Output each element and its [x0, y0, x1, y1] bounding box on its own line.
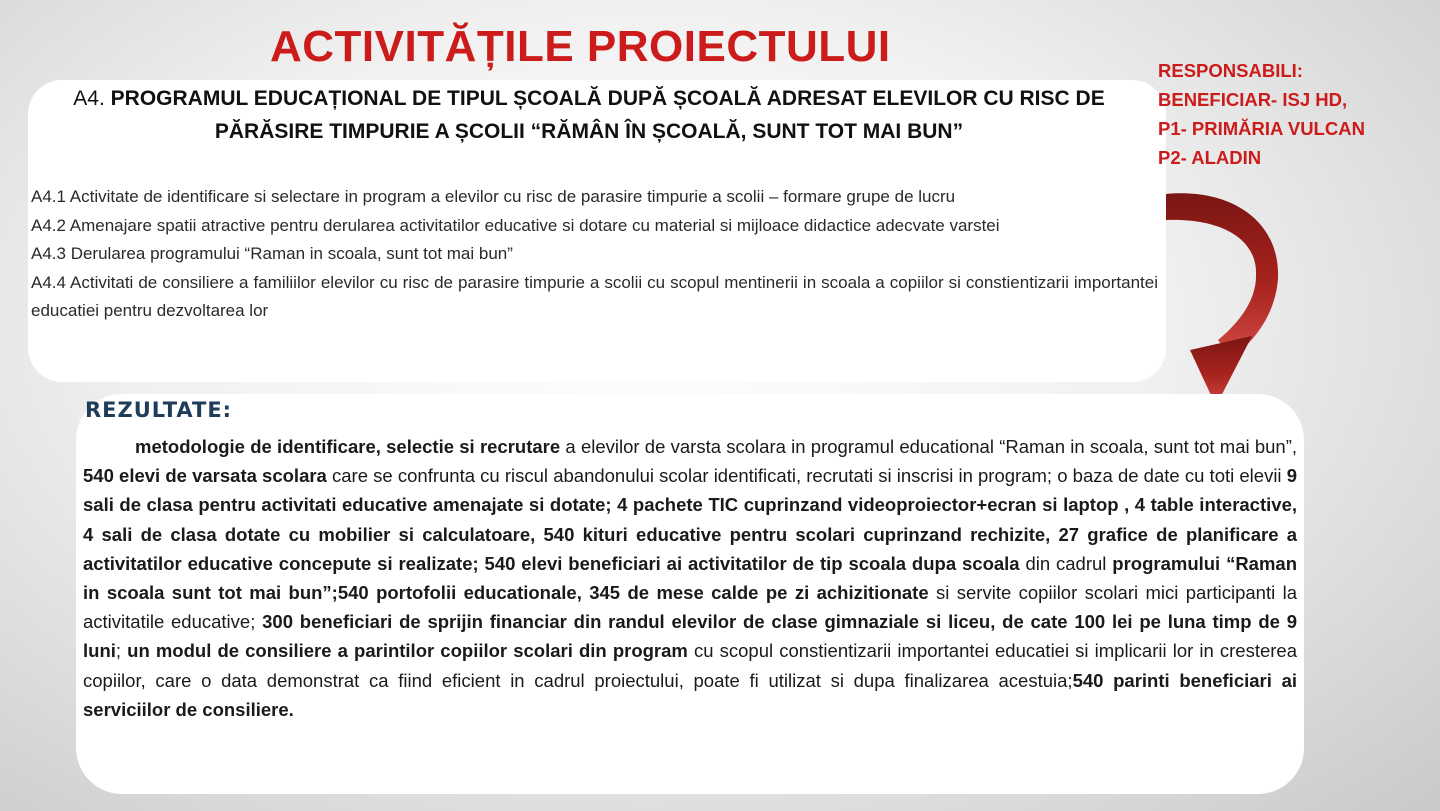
responsabili-line: P2- ALADIN: [1158, 147, 1262, 168]
activity-item: A4.4 Activitati de consiliere a familiilor elevilor cu risc de parasire timpurie a scolii cu scopul mentinerii in scoala a copiilor si constientizarii importantei educatiei pentru dezvoltarea lor: [31, 272, 1158, 320]
results-segment: 540 elevi de varsata scolara: [83, 465, 327, 487]
activity-item: A4.1 Activitate de identificare si selectare in program a elevilor cu risc de parasire timpurie a scolii – formare grupe de lucru: [31, 187, 956, 206]
results-label: REZULTATE:: [85, 398, 233, 422]
responsabili-label: RESPONSABILI:: [1158, 60, 1303, 81]
responsabili-line: BENEFICIAR- ISJ HD,: [1158, 89, 1348, 110]
activity-code: A4.: [73, 87, 105, 110]
results-segment: un modul de consiliere a parintilor copiilor scolari din program: [127, 640, 688, 662]
results-segment: care se confrunta cu riscul abandonului scolar identificati, recrutati si inscrisi in program; o baza de date cu toti elevii: [326, 465, 1287, 487]
activity-item: A4.2 Amenajare spatii atractive pentru derularea activitatilor educative si dotare cu material si mijloace didactice adecvate varstei: [31, 215, 1000, 235]
results-segment: ;: [115, 640, 128, 662]
results-text: [83, 432, 1297, 724]
results-segment: cu scopul constientizarii importantei educatiei si implicarii lor in cresterea copiilor, care o data demonstrat ca fiind eficient in cadrul proiectului, poate fi utilizat si dupa finalizarea acestuia;: [83, 640, 1297, 691]
slide-title: ACTIVITĂȚILE PROIECTULUI: [270, 22, 891, 71]
activity-heading: [28, 82, 1150, 148]
results-segment: programului “Raman in scoala sunt tot mai bun”;540 portofolii educationale, 345 de mese calde pe zi achizitionate: [83, 552, 1298, 604]
responsabili-block: [1158, 56, 1365, 172]
results-segment: 540 parinti beneficiari ai serviciilor de consiliere.: [83, 669, 1298, 720]
curved-down-arrow-icon: [1160, 180, 1305, 420]
results-segment: si servite copiilor scolari mici participanti la activitatile educative;: [83, 582, 1297, 633]
activity-list: [31, 183, 1158, 326]
results-segment: 9 sali de clasa pentru activitati educative amenajate si dotate; 4 pachete TIC cuprinzand videoproiector+ecran si laptop , 4 table interactive, 4 sali de clasa dotate cu mobilier si calculatoare, 540 kituri educative pentru scolari cuprinzand rechizite, 27 grafice de planificare a activitatilor educative concepute si realizate; 540 elevi beneficiari ai activitatilor de tip scoala dupa scoala: [83, 465, 1298, 574]
responsabili-line: P1- PRIMĂRIA VULCAN: [1158, 118, 1365, 139]
results-segment: din cadrul: [1019, 552, 1113, 574]
activity-item: A4.3 Derularea programului “Raman in scoala, sunt tot mai bun”: [31, 244, 513, 263]
results-segment: 300 beneficiari de sprijin financiar din randul elevilor de clase gimnaziale si liceu, de cate 100 lei pe luna timp de 9 luni: [83, 611, 1297, 662]
results-segment: a elevilor de varsta scolara in programul educational “Raman in scoala, sunt tot mai bun”,: [560, 436, 1298, 457]
results-segment: metodologie de identificare, selectie si recrutare: [135, 436, 561, 457]
activity-heading-text: PROGRAMUL EDUCAȚIONAL DE TIPUL ȘCOALĂ DUPĂ ȘCOALĂ ADRESAT ELEVILOR CU RISC DE PĂRĂSIRE TIMPURIE A ȘCOLII “RĂMÂN ÎN ȘCOALĂ, SUNT TOT MAI BUN”: [110, 87, 1105, 143]
